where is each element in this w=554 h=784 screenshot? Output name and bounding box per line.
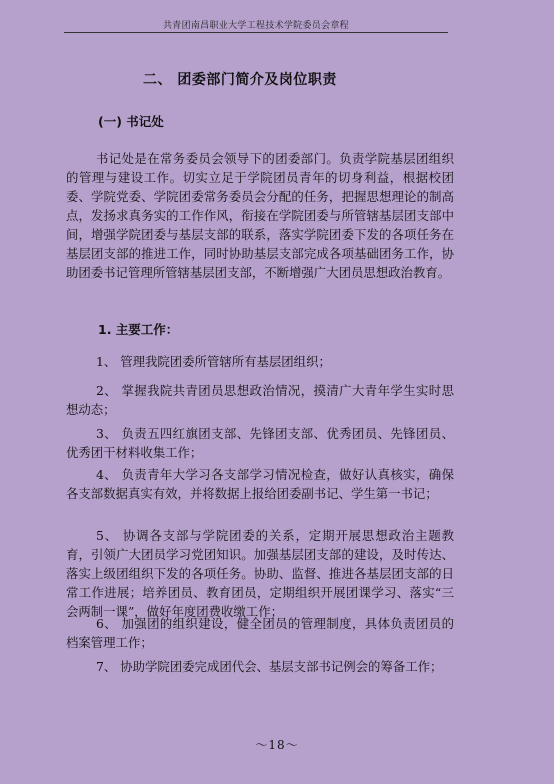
section-title: 二、 团委部门简介及岗位职责: [143, 72, 337, 88]
work-item: 6、 加强团的组织建设，健全团员的管理制度，具体负责团员的档案管理工作；: [66, 616, 454, 650]
work-item: 3、 负责五四红旗团支部、先锋团支部、优秀团员、先锋团员、优秀团干材料收集工作；: [66, 426, 454, 460]
work-item: 1、 管理我院团委所管辖所有基层团组织；: [96, 354, 331, 369]
work-item: 7、 协助学院团委完成团代会、基层支部书记例会的筹备工作；: [96, 659, 443, 674]
work-item: 2、 掌握我院共青团员思想政治情况，摸清广大青年学生实时思想动态；: [66, 383, 454, 417]
work-item: 4、 负责青年大学习各支部学习情况检查，做好认真核实，确保各支部数据真实有效，并将数据上报给团委副书记、学生第一书记；: [66, 467, 454, 501]
main-work-heading: 1. 主要工作：: [98, 322, 179, 337]
work-item: 5、 协调各支部与学院团委的关系，定期开展思想政治主题教育，引领广大团员学习党团知识。加强基层团支部的建设，及时传达、落实上级团组织下发的各项任务。协助、监督、推进各基层团支部的日常工作进展；培养团员、教育团员，定期组织开展团课学习、落实“三会两制一课”，做好年度团费收缴工作；: [66, 528, 454, 619]
page-number: ～18～: [255, 738, 299, 752]
subsection-title: (一) 书记处: [98, 114, 164, 129]
intro-paragraph: 书记处是在常务委员会领导下的团委部门。负责学院基层团组织的管理与建设工作。切实立足于学院团员青年的切身利益，根据校团委、学院党委、学院团委常务委员会分配的任务，把握思想理论的制高点，发扬求真务实的工作作风，衔接在学院团委与所管辖基层团支部中间，增强学院团委与基层支部的联系，落实学院团委下发的各项任务在基层团支部的推进工作，同时协助基层支部完成各项基础团务工作，协助团委书记管理所管辖基层团支部，不断增强广大团员思想政治教育。: [66, 151, 454, 280]
running-header: 共青团南昌职业大学工程技术学院委员会章程: [162, 21, 349, 31]
header-divider: [64, 32, 448, 33]
